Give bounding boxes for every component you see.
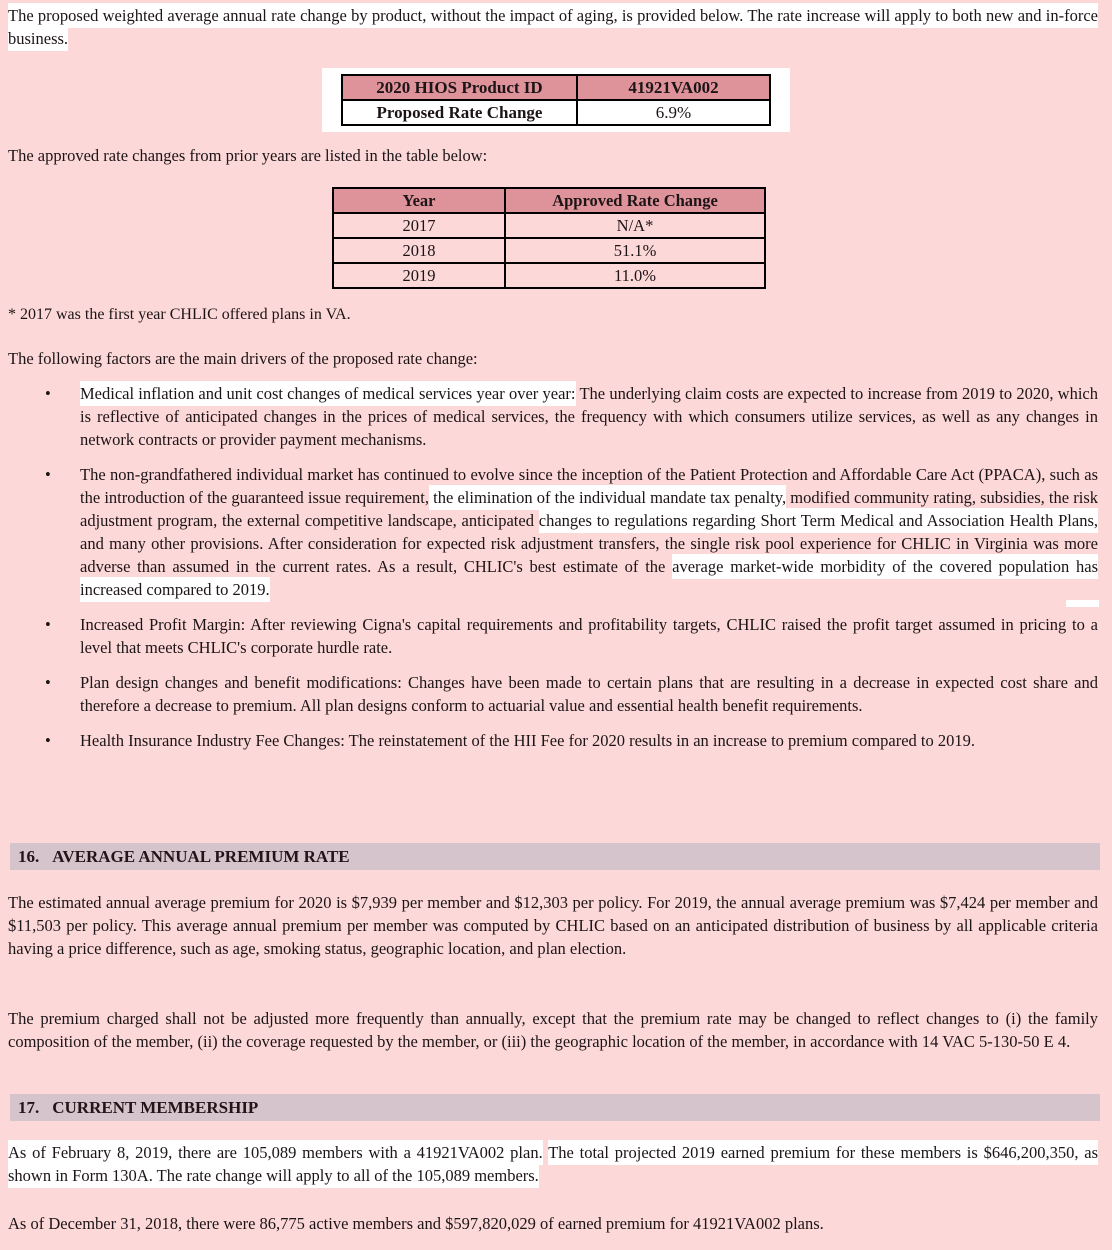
approved-rates-intro: The approved rate changes from prior years are listed in the table below: xyxy=(8,146,488,165)
text-segment: and many other provisions. After consideration for expected risk adjustment transfers, the single risk pool experience for CHLIC in Virginia was more adverse than assumed in the current rates. As a result, CHLIC's best estimate of the xyxy=(80,534,1098,576)
product-table xyxy=(341,74,771,126)
highlight-segment: the elimination of the individual mandate tax penalty, xyxy=(429,485,786,510)
rate-cell: N/A* xyxy=(505,213,765,238)
highlight-segment: The total projected 2019 earned premium for these members is $646,200,350, as shown in Form 130A. The rate change will apply to all of the 105,089 members. xyxy=(8,1140,1098,1188)
premium-paragraph: The estimated annual average premium for 2020 is $7,939 per member and $12,303 per policy. For 2019, the annual average premium was $7,424 per member and $11,503 per policy. This average annual premium per member was computed by CHLIC based on an anticipated distribution of business by all applicable criteria having a price difference, such as age, smoking status, geographic location, and plan election. xyxy=(8,893,1098,958)
list-item xyxy=(8,613,1098,659)
membership-2018-paragraph: As of December 31, 2018, there were 86,775 active members and $597,820,029 of earned premium for 41921VA002 plans. xyxy=(8,1214,824,1233)
text-segment: modified community rating, subsidies, the risk adjustment program, the external competitive landscape, anticipated xyxy=(80,488,1098,530)
year-header-cell: Year xyxy=(333,188,505,213)
adjustment-paragraph: The premium charged shall not be adjusted more frequently than annually, except that the premium rate may be changed to reflect changes to (i) the family composition of the member, (ii) the coverage requested by the member, or (iii) the geographic location of the member, in accordance with 14 VAC 5-130-50 E 4. xyxy=(8,1009,1098,1051)
proposed-rate-label-cell: Proposed Rate Change xyxy=(342,100,577,125)
table-row xyxy=(333,213,765,238)
bullet-icon: • xyxy=(45,673,51,692)
product-table-header-row xyxy=(342,75,770,100)
rate-cell: 51.1% xyxy=(505,238,765,263)
text-segment: Plan design changes and benefit modifications: Changes have been made to certain plans that are resulting in a decrease in expected cost share and therefore a decrease to premium. All plan designs conform to actuarial value and essential health benefit requirements. xyxy=(80,673,1098,715)
highlight-segment: average market-wide morbidity of the covered population has increased compared to 2019. xyxy=(80,554,1098,602)
highlight-segment: changes to regulations regarding Short Term Medical and Association Health Plans, xyxy=(539,508,1098,533)
membership-paragraph xyxy=(8,1141,1098,1187)
product-table-highlight-box xyxy=(322,68,790,132)
product-id-label-cell: 2020 HIOS Product ID xyxy=(342,75,577,100)
list-item xyxy=(8,729,1098,752)
table-row xyxy=(333,238,765,263)
highlight-segment: As of February 8, 2019, there are 105,089 members with a 41921VA002 plan. xyxy=(8,1140,543,1165)
approved-table-header-row xyxy=(333,188,765,213)
section-17-heading xyxy=(10,1094,1100,1121)
text-segment: Increased Profit Margin: After reviewing Cigna's capital requirements and profitability targets, CHLIC raised the profit target assumed in pricing to a level that meets CHLIC's corporate hurdle rate. xyxy=(80,615,1098,657)
product-id-value-cell: 41921VA002 xyxy=(577,75,770,100)
list-item xyxy=(8,382,1098,451)
drivers-list xyxy=(8,382,1098,764)
section-title: AVERAGE ANNUAL PREMIUM RATE xyxy=(52,847,350,866)
bullet-icon: • xyxy=(45,465,51,484)
section-number: 16. xyxy=(18,847,40,866)
table-row xyxy=(333,263,765,288)
highlight-segment: Medical inflation and unit cost changes of medical services year over year: xyxy=(80,381,576,406)
approved-rate-header-cell: Approved Rate Change xyxy=(505,188,765,213)
section-title: CURRENT MEMBERSHIP xyxy=(52,1098,259,1117)
list-item xyxy=(8,463,1098,601)
year-cell: 2017 xyxy=(333,213,505,238)
section-16-heading xyxy=(10,843,1100,870)
year-cell: 2018 xyxy=(333,238,505,263)
bullet-icon: • xyxy=(45,731,51,750)
proposed-rate-value-cell: 6.9% xyxy=(577,100,770,125)
proposed-rate-row xyxy=(342,100,770,125)
list-item xyxy=(8,671,1098,717)
intro-paragraph xyxy=(8,4,1098,50)
text-segment: Health Insurance Industry Fee Changes: The reinstatement of the HII Fee for 2020 results in an increase to premium compared to 2019. xyxy=(80,731,976,750)
footnote: * 2017 was the first year CHLIC offered plans in VA. xyxy=(8,306,351,323)
text-segment: The underlying claim costs are expected to increase from 2019 to 2020, which is reflective of anticipated changes in the prices of medical services, the frequency with which consumers utilize services, as well as any changes in network contracts or provider payment mechanisms. xyxy=(80,384,1098,449)
bullet-icon: • xyxy=(45,615,51,634)
bullet-icon: • xyxy=(45,384,51,403)
section-number: 17. xyxy=(18,1098,40,1117)
year-cell: 2019 xyxy=(333,263,505,288)
stray-highlight-mark xyxy=(1066,600,1099,607)
drivers-intro: The following factors are the main drivers of the proposed rate change: xyxy=(8,349,478,368)
text-segment: The non-grandfathered individual market has continued to evolve since the inception of the Patient Protection and Affordable Care Act (PPACA), such as the introduction of the guaranteed issue requirement, xyxy=(80,465,1098,507)
rate-cell: 11.0% xyxy=(505,263,765,288)
intro-highlight-text: The proposed weighted average annual rate change by product, without the impact of aging, is provided below. The rate increase will apply to both new and in-force business. xyxy=(8,3,1098,51)
approved-rates-table xyxy=(332,187,766,289)
